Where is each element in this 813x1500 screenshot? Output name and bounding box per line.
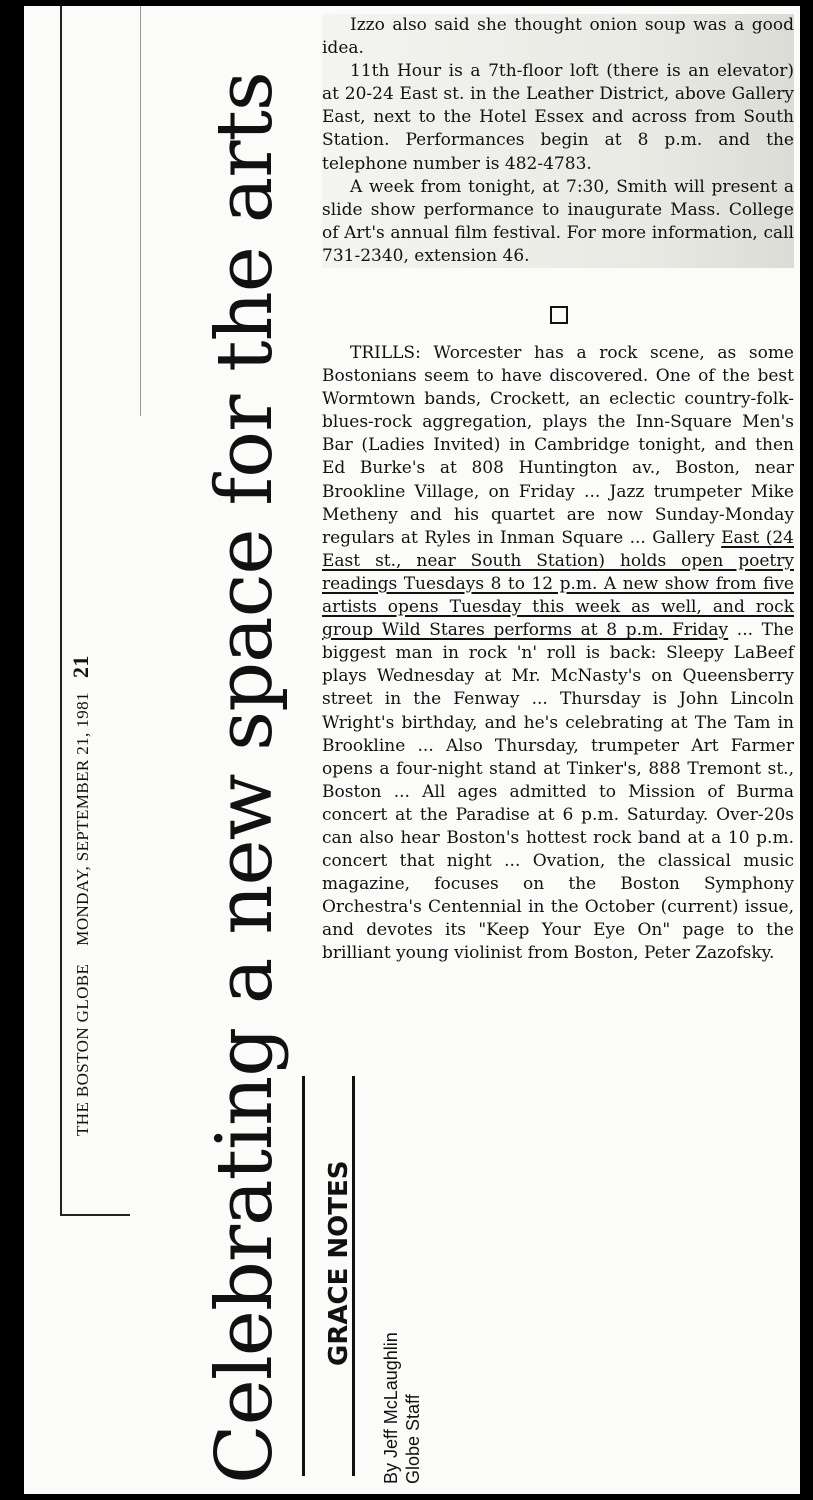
masthead [68, 655, 94, 1136]
byline-author: By Jeff McLaughlin [381, 1332, 401, 1484]
headline: Celebrating a new space for the arts [200, 72, 290, 1484]
frame-bottom [0, 1494, 813, 1500]
column-kicker: GRACE NOTES [324, 1160, 354, 1366]
paragraph: Izzo also said she thought onion soup was a good idea. [322, 15, 794, 59]
kicker-rule-left [302, 1076, 305, 1476]
newspaper-clipping [24, 6, 800, 1494]
page-number: 21 [68, 655, 93, 679]
paper-name: THE BOSTON GLOBE [73, 963, 92, 1136]
byline-title: Globe Staff [403, 1394, 423, 1484]
trills-text-a: TRILLS: Worcester has a rock scene, as some Bostonians seem to have discovered. One of the best Wormtown bands, Crockett, an eclectic country-folk-blues-rock aggregation, plays the Inn-Square Men's Bar (Ladies Invited) in Cambridge tonight, and then Ed Burke's at 808 Huntington av., Boston, near Brookline Village, on Friday ... Jazz trumpeter Mike Metheny and his quartet are now Sunday-Monday regulars at Ryles in Inman Square ... Gallery [322, 343, 794, 548]
trills-text-b: ... The biggest man in rock 'n' roll is back: Sleepy LaBeef plays Wednesday at Mr. McNasty's on Queensberry street in the Fenway ... Thursday is John Lincoln Wright's birthday, and he's celebrating at The Tam in Brookline ... Also Thursday, trumpeter Art Farmer opens a four-night stand at Tinker's, 888 Tremont st., Boston ... All ages admitted to Mission of Burma concert at the Paradise at 6 p.m. Saturday. Over-20s can also hear Boston's hottest rock band at a 10 p.m. concert that night ... Ovation, the classical music magazine, focuses on the Boston Symphony Orchestra's Centennial in the October (current) issue, and devotes its "Keep Your Eye On" page to the brilliant young violinist from Boston, Peter Zazofsky. [322, 620, 794, 964]
paragraph: A week from tonight, at 7:30, Smith will present a slide show performance to inaugurate Mass. College of Art's annual film festival. For more information, call 731-2340, extension 46. [322, 176, 794, 266]
rail-divider [60, 6, 62, 1216]
article-column-top [322, 14, 794, 268]
rail-bottom-rule [60, 1214, 130, 1216]
underlined-passage: East (24 East st., near South Station) holds open poetry readings Tuesdays 8 to 12 p.m. A new show from five artists opens Tuesday this week as well, and rock group Wild Stares performs at 8 p.m. Friday [322, 527, 794, 641]
article-column-bottom [322, 342, 794, 966]
section-end-box [550, 306, 568, 324]
byline [380, 1332, 424, 1484]
paragraph: 11th Hour is a 7th-floor loft (there is an elevator) at 20-24 East st. in the Leather District, above Gallery East, next to the Hotel Essex and across from South Station. Performances begin at 8 p.m. and the telephone number is 482-4783. [322, 61, 794, 174]
paragraph-trills [322, 342, 794, 966]
issue-date: MONDAY, SEPTEMBER 21, 1981 [73, 692, 92, 946]
rail-fold-line [140, 6, 141, 416]
